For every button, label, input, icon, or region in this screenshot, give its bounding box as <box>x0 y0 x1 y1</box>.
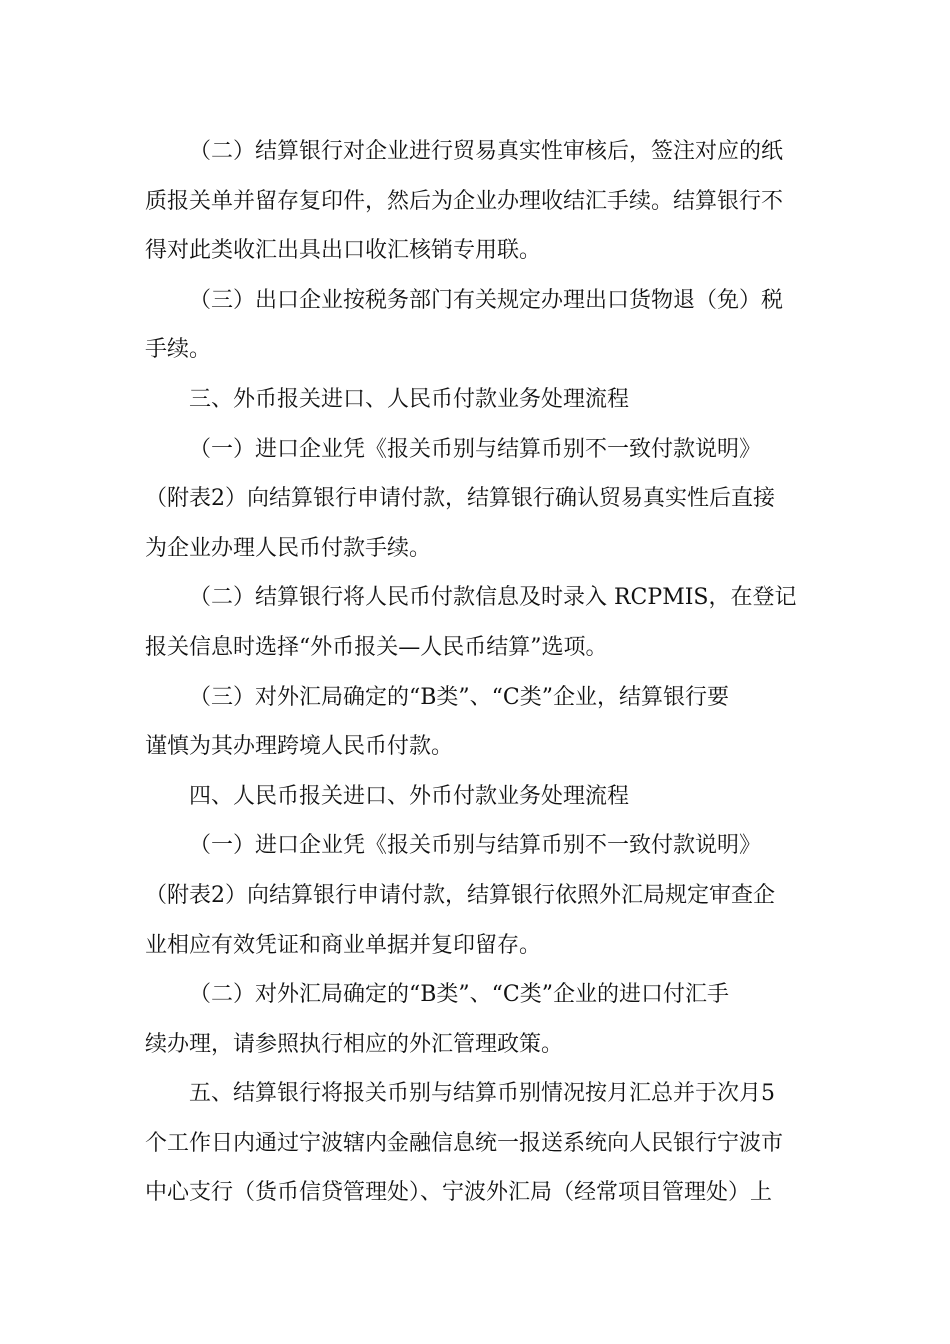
text-line: （一）进口企业凭《报关币别与结算币别不一致付款说明》 <box>189 833 762 859</box>
text-line: 为企业办理人民币付款手续。 <box>145 535 432 561</box>
text-line: 业相应有效凭证和商业单据并复印留存。 <box>145 932 542 958</box>
text-line: （三）出口企业按税务部门有关规定办理出口货物退（免）税 <box>189 287 784 313</box>
text-line: （附表2）向结算银行申请付款，结算银行确认贸易真实性后直接 <box>145 486 775 512</box>
text-line: 得对此类收汇出具出口收汇核销专用联。 <box>145 238 542 264</box>
paragraph <box>145 573 805 672</box>
text-line: 谨慎为其办理跨境人民币付款。 <box>145 734 454 760</box>
text-line: 手续。 <box>145 337 212 363</box>
paragraph <box>145 425 805 574</box>
paragraph <box>145 127 805 276</box>
section-heading <box>145 772 805 822</box>
text-line: 三、外币报关进口、人民币付款业务处理流程 <box>189 386 630 412</box>
paragraph <box>145 673 805 772</box>
text-line: （一）进口企业凭《报关币别与结算币别不一致付款说明》 <box>189 436 762 462</box>
text-line: （二）对外汇局确定的“B类”、“C类”企业的进口付汇手 <box>189 982 729 1008</box>
paragraph <box>145 276 805 375</box>
paragraph <box>145 970 805 1069</box>
text-line: 报关信息时选择“外币报关—人民币结算”选项。 <box>145 634 608 660</box>
text-line: （二）结算银行将人民币付款信息及时录入 RCPMIS，在登记 <box>189 585 797 611</box>
text-line: 个工作日内通过宁波辖内金融信息统一报送系统向人民银行宁波市 <box>145 1130 784 1156</box>
text-line: （三）对外汇局确定的“B类”、“C类”企业，结算银行要 <box>189 684 729 710</box>
document-body <box>145 127 805 1218</box>
text-line: 四、人民币报关进口、外币付款业务处理流程 <box>189 783 630 809</box>
text-line: 质报关单并留存复印件，然后为企业办理收结汇手续。结算银行不 <box>145 188 784 214</box>
text-line: 中心支行（货币信贷管理处）、宁波外汇局（经常项目管理处）上 <box>145 1180 773 1206</box>
text-line: （二）结算银行对企业进行贸易真实性审核后，签注对应的纸 <box>189 139 784 164</box>
text-line: （附表2）向结算银行申请付款，结算银行依照外汇局规定审查企 <box>145 882 775 908</box>
paragraph <box>145 821 805 970</box>
paragraph <box>145 1069 805 1218</box>
text-line: 五、结算银行将报关币别与结算币别情况按月汇总并于次月5 <box>189 1081 775 1107</box>
section-heading <box>145 375 805 425</box>
text-line: 续办理，请参照执行相应的外汇管理政策。 <box>145 1031 564 1057</box>
